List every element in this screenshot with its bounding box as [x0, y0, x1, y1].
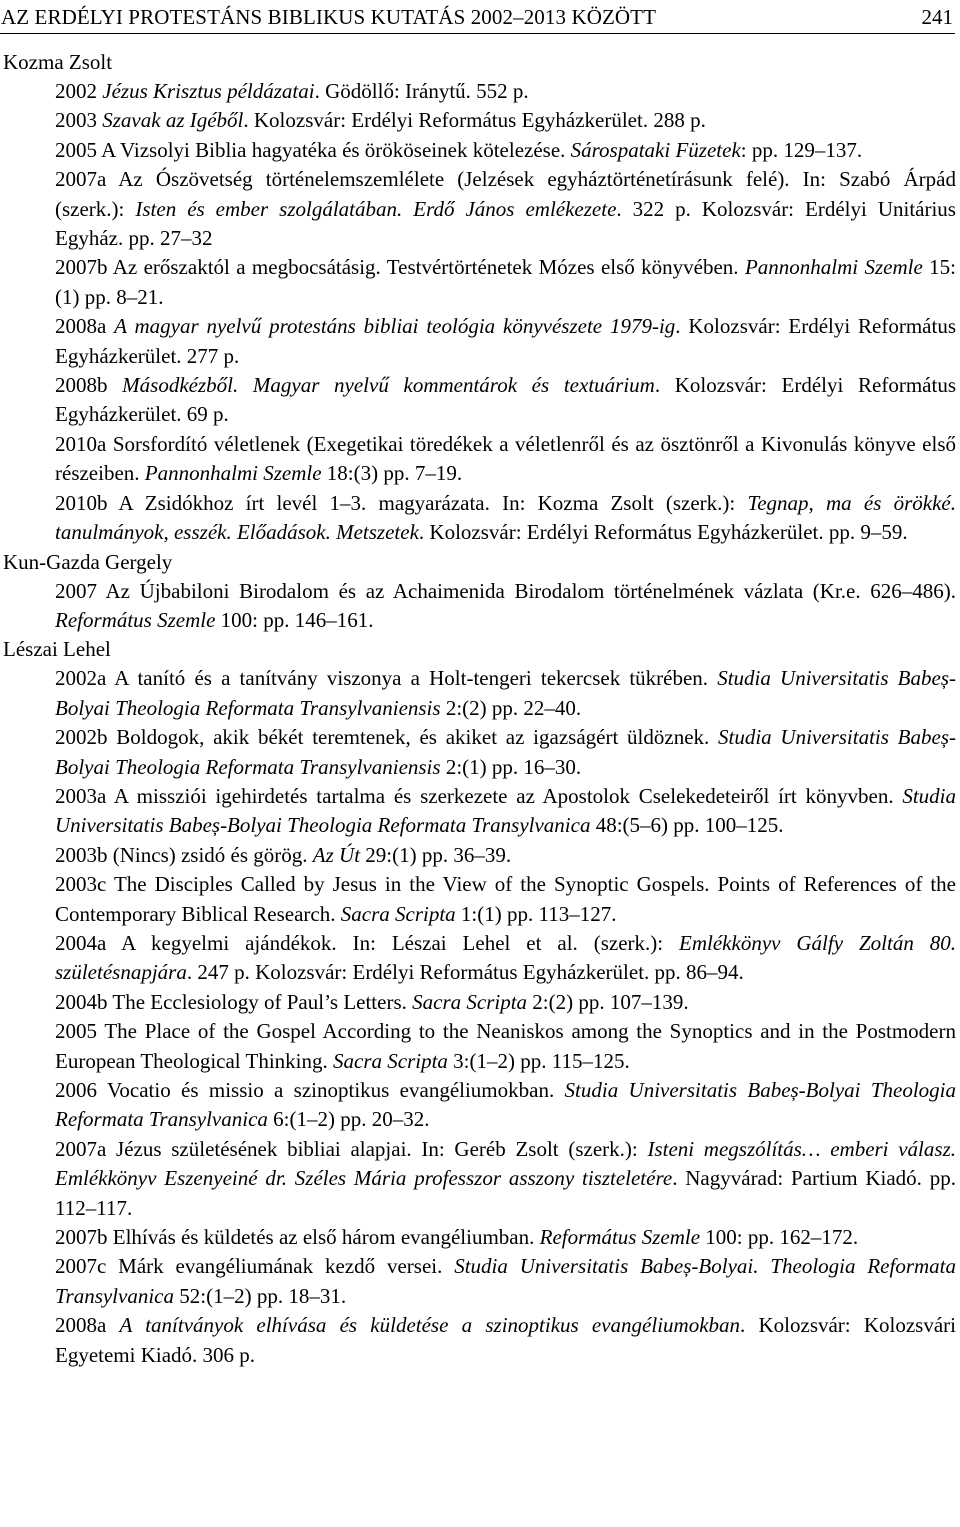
- entry-text: 15:(1) pp. 8–21.: [55, 255, 956, 309]
- entry-italic-text: Református Szemle: [539, 1225, 701, 1250]
- entry-italic-text: Pannonhalmi Szemle: [744, 255, 923, 280]
- entry-text: 52:(1–2) pp. 18–31.: [174, 1283, 347, 1308]
- entry-text: 2003: [55, 108, 103, 133]
- bibliography-entry: [0, 312, 958, 371]
- entry-italic-text: Emlékkönyv Gálfy Zoltán 80. születésnapjára: [55, 930, 957, 985]
- bibliography-entry: [0, 371, 958, 430]
- bibliography-entry: [0, 1135, 958, 1223]
- entry-italic-text: Az Út: [312, 842, 361, 867]
- page-number: 241: [921, 5, 953, 29]
- entry-text: 3:(1–2) pp. 115–125.: [447, 1048, 630, 1073]
- bibliography-entry: [0, 841, 958, 870]
- entry-italic-text: Sacra Scripta: [340, 901, 456, 926]
- author-name: Lészai Lehel: [3, 637, 111, 662]
- entry-text: 2003c The Disciples Called by Jesus in the View of the Synoptic Gospels. Points of References of the Contemporary Biblical Research.: [55, 872, 956, 926]
- entry-text: 2:(2) pp. 107–139.: [527, 989, 689, 1014]
- entry-text: 2007c Márk evangéliumának kezdő versei.: [55, 1254, 455, 1279]
- author-name: Kozma Zsolt: [3, 50, 113, 74]
- entry-italic-text: Studia Universitatis Babeș-Bolyai Theologia Reformata Transylvanica: [55, 1078, 956, 1132]
- entry-text: 2006 Vocatio és missio a szinoptikus evangéliumokban.: [55, 1078, 565, 1102]
- entry-italic-text: Studia Universitatis Babeș-Bolyai Theologia Reformata Transylvaniensis: [55, 725, 956, 779]
- entry-text: 2010b A Zsidókhoz írt levél 1–3. magyarázata. In: Kozma Zsolt (szerk.):: [55, 490, 748, 515]
- entry-text: 2005 A Vizsolyi Biblia hagyatéka és örököseinek kötelezése.: [55, 137, 571, 162]
- entry-text: 2004b The Ecclesiology of Paul’s Letters.: [55, 989, 413, 1014]
- running-header-title: AZ ERDÉLYI PROTESTÁNS BIBLIKUS KUTATÁS 2002–2013 KÖZÖTT: [1, 5, 657, 29]
- author-block: [0, 48, 958, 77]
- bibliography-entry: [0, 929, 958, 988]
- entry-italic-text: Szavak az Igéből: [102, 108, 244, 133]
- bibliography-entry: [0, 988, 958, 1017]
- entry-italic-text: Református Szemle: [55, 607, 216, 632]
- entry-italic-text: Tegnap, ma és örökké. tanulmányok, esszék. Előadások. Metszetek: [55, 490, 956, 545]
- entry-text: 2002: [55, 79, 103, 103]
- entry-italic-text: Studia Universitatis Babeș-Bolyai. Theologia Reformata Transylvanica: [55, 1254, 956, 1308]
- entry-text: . 247 p. Kolozsvár: Erdélyi Református Egyházkerület. pp. 86–94.: [186, 960, 744, 985]
- entry-text: . 322 p. Kolozsvár: Erdélyi Unitárius Egyház. pp. 27–32: [55, 196, 956, 251]
- author-block: [0, 635, 958, 664]
- bibliography-entry: [0, 1311, 958, 1370]
- entry-text: 2008a: [55, 1313, 120, 1338]
- entry-text: 2010a Sorsfordító véletlenek (Exegetikai töredékek a véletlenről és az ösztönről a Kivonulás könyve első részeiben.: [55, 431, 956, 486]
- bibliography-entry: [0, 253, 958, 312]
- entry-text: 2007b Elhívás és küldetés az első három evangéliumban.: [55, 1225, 540, 1250]
- bibliography: [0, 48, 958, 1370]
- entry-italic-text: Sárospataki Füzetek: [570, 137, 741, 162]
- entry-italic-text: A magyar nyelvű protestáns bibliai teológia könyvészete 1979-ig: [114, 314, 676, 339]
- entry-text: 2002b Boldogok, akik békét teremtenek, és akiket az igazságért üldöznek.: [55, 725, 719, 750]
- bibliography-entry: [0, 782, 958, 841]
- entry-italic-text: Másodkézből. Magyar nyelvű kommentárok és textuárium: [122, 373, 655, 398]
- entry-text: 2003b (Nincs) zsidó és görög.: [55, 842, 313, 867]
- entry-text: . Kolozsvár: Erdélyi Református Egyházkerület. 69 p.: [55, 373, 956, 427]
- bibliography-entry: [0, 77, 958, 106]
- entry-text: 18:(3) pp. 7–19.: [321, 461, 463, 486]
- entry-text: 2008a: [55, 314, 115, 339]
- bibliography-entry: [0, 723, 958, 782]
- entry-text: : pp. 129–137.: [740, 137, 863, 162]
- entry-text: . Gödöllő: Iránytű. 552 p.: [314, 79, 529, 103]
- bibliography-entry: [0, 430, 958, 489]
- entry-text: 2005 The Place of the Gospel According to the Neaniskos among the Synoptics and in the Postmodern European Theological Thinking.: [55, 1019, 956, 1073]
- bibliography-entry: [0, 1076, 958, 1135]
- bibliography-entry: [0, 489, 958, 548]
- bibliography-entry: [0, 165, 958, 253]
- entry-italic-text: Jézus Krisztus példázatai: [102, 79, 315, 103]
- entry-italic-text: Sacra Scripta: [412, 989, 528, 1014]
- entry-text: . Kolozsvár: Erdélyi Református Egyházkerület. 277 p.: [55, 314, 956, 368]
- entry-text: 6:(1–2) pp. 20–32.: [267, 1107, 430, 1132]
- bibliography-entry: [0, 1252, 958, 1311]
- bibliography-entry: [0, 106, 958, 135]
- bibliography-entry: [0, 664, 958, 723]
- entry-text: 2007a Jézus születésének bibliai alapjai. In: Geréb Zsolt (szerk.):: [55, 1136, 648, 1161]
- entry-text: 2:(2) pp. 22–40.: [440, 695, 582, 720]
- bibliography-entry: [0, 1017, 958, 1076]
- entry-text: 2008b: [55, 373, 123, 398]
- entry-text: 100: pp. 146–161.: [215, 607, 374, 632]
- entry-text: 1:(1) pp. 113–127.: [455, 901, 617, 926]
- entry-text: . Nagyvárad: Partium Kiadó. pp. 112–117.: [55, 1166, 957, 1220]
- entry-italic-text: Studia Universitatis Babeș-Bolyai Theologia Reformata Transylvaniensis: [55, 666, 956, 720]
- entry-text: 2004a A kegyelmi ajándékok. In: Lészai Lehel et al. (szerk.):: [55, 930, 680, 955]
- bibliography-entry: [0, 1223, 958, 1252]
- entry-italic-text: Pannonhalmi Szemle: [144, 461, 322, 486]
- entry-text: 2007a Az Ószövetség történelemszemlélete (Jelzések egyháztörténetírásunk felé). In: Szabó Árpád (szerk.):: [55, 167, 956, 221]
- entry-text: 2003a A missziói igehirdetés tartalma és szerkezete az Apostolok Cselekedeteiről írt könyvben.: [55, 783, 903, 808]
- entry-italic-text: A tanítványok elhívása és küldetése a szinoptikus evangéliumokban: [119, 1313, 741, 1338]
- author-block: [0, 548, 958, 577]
- entry-italic-text: Studia Universitatis Babeș-Bolyai Theologia Reformata Transylvanica: [55, 783, 956, 838]
- entry-italic-text: Isten és ember szolgálatában. Erdő János emlékezete: [135, 196, 617, 221]
- entry-text: 2007b Az erőszaktól a megbocsátásig. Testvértörténetek Mózes első könyvében.: [55, 255, 745, 280]
- bibliography-entry: [0, 136, 958, 165]
- entry-text: 2002a A tanító és a tanítvány viszonya a Holt-tengeri tekercsek tükrében.: [55, 666, 718, 691]
- entry-text: 48:(5–6) pp. 100–125.: [590, 813, 784, 838]
- author-name: Kun-Gazda Gergely: [3, 549, 173, 574]
- bibliography-entry: [0, 870, 958, 929]
- entry-text: 2007 Az Újbabiloni Birodalom és az Achaimenida Birodalom történelmének vázlata (Kr.e. 626–486).: [55, 578, 956, 603]
- entry-text: . Kolozsvár: Kolozsvári Egyetemi Kiadó. 306 p.: [55, 1313, 956, 1367]
- entry-text: 2:(1) pp. 16–30.: [440, 754, 582, 779]
- entry-text: 29:(1) pp. 36–39.: [360, 842, 512, 867]
- running-header: [0, 3, 955, 34]
- entry-italic-text: Isteni megszólítás… emberi válasz. Emlékkönyv Eszenyeiné dr. Széles Mária professzor asszony tiszteletére: [55, 1136, 956, 1191]
- entry-text: 100: pp. 162–172.: [700, 1225, 859, 1250]
- entry-text: . Kolozsvár: Erdélyi Református Egyházkerület. 288 p.: [243, 108, 706, 133]
- entry-italic-text: Sacra Scripta: [333, 1048, 448, 1073]
- bibliography-entry: [0, 577, 958, 636]
- entry-text: . Kolozsvár: Erdélyi Református Egyházkerület. pp. 9–59.: [418, 520, 908, 545]
